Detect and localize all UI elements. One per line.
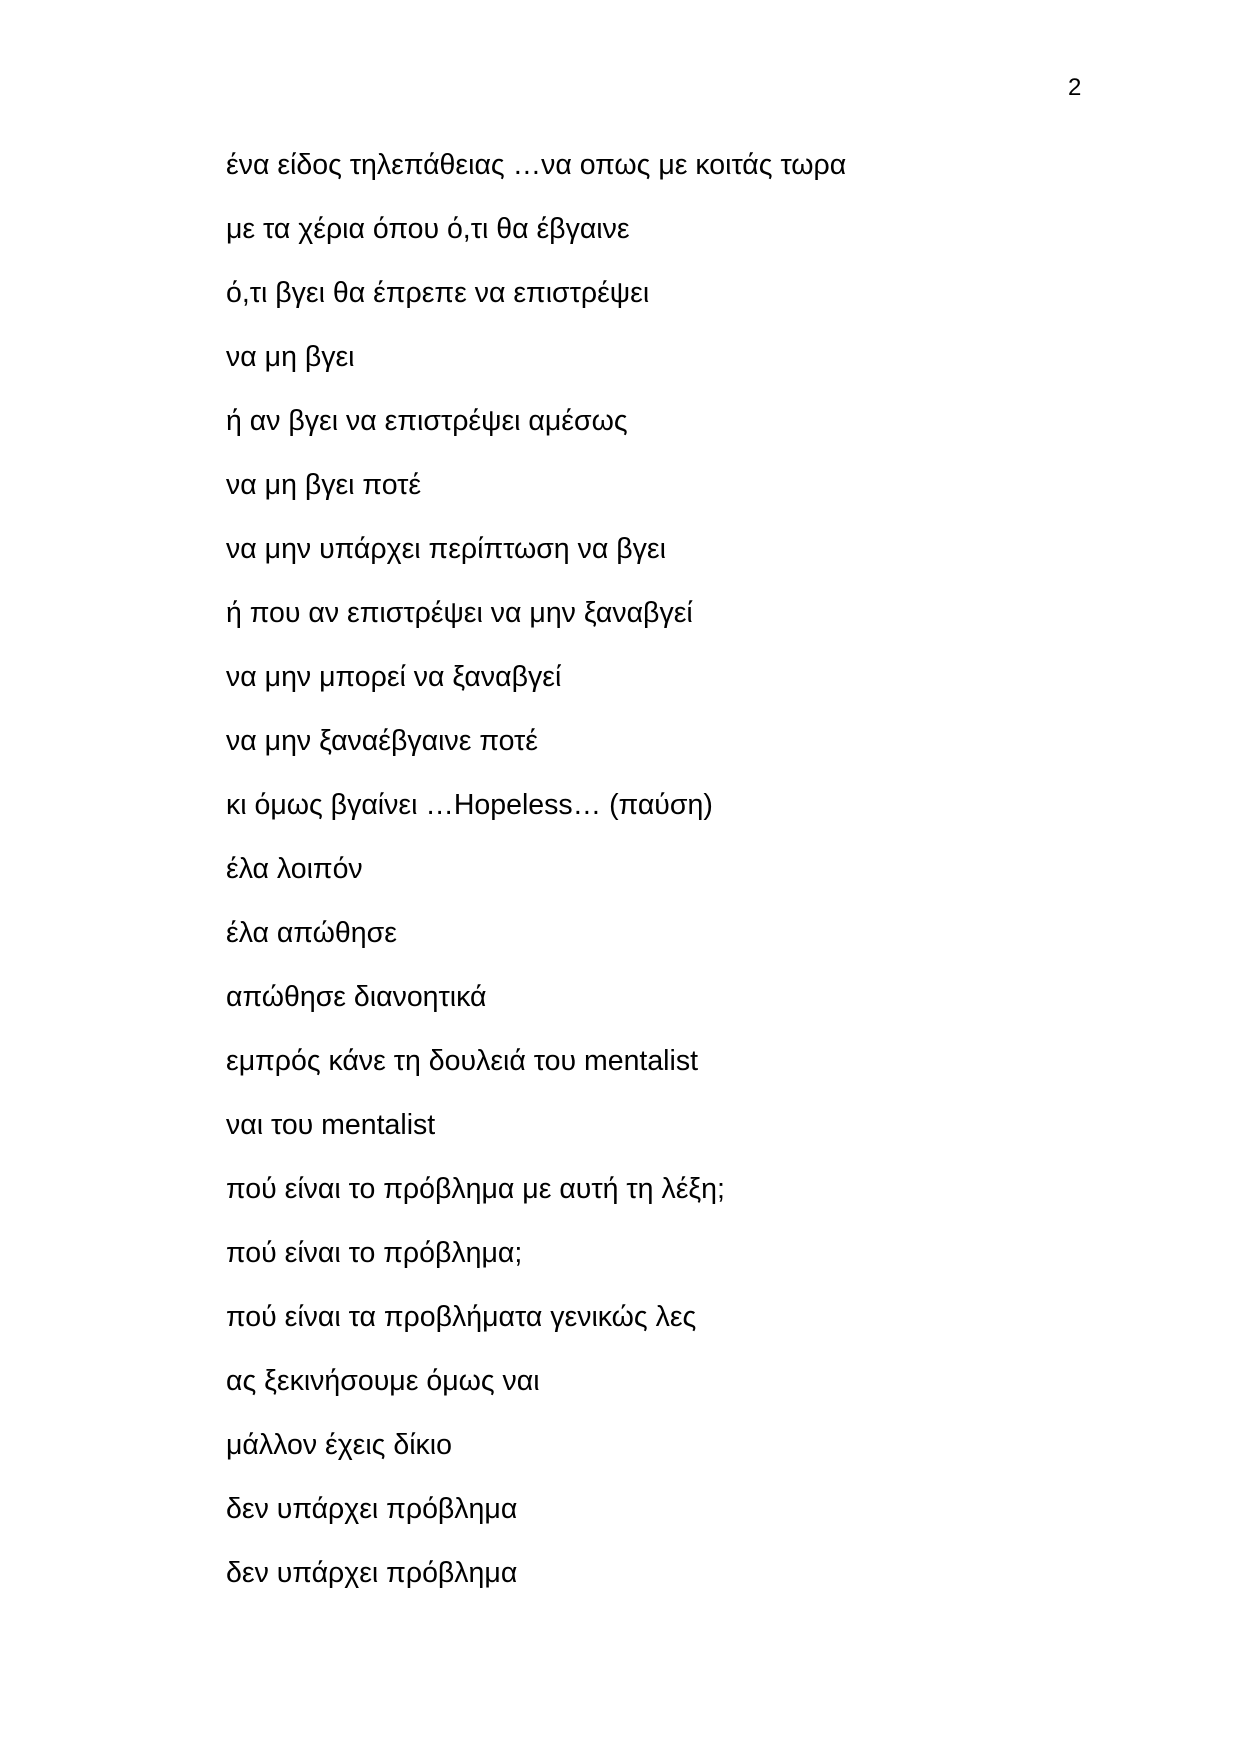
text-line: να μην μπορεί να ξαναβγεί [226,661,562,693]
text-line: ένα είδος τηλεπάθειας …να οπως με κοιτάς τωρα [226,149,847,181]
text-line: ή που αν επιστρέψει να μην ξαναβγεί [226,597,693,629]
text-line: έλα απώθησε [226,917,397,949]
text-line: έλα λοιπόν [226,853,363,885]
text-line: να μη βγει [226,341,355,373]
text-line: απώθησε διανοητικά [226,981,487,1013]
text-line: δεν υπάρχει πρόβλημα [226,1493,518,1525]
text-line: μάλλον έχεις δίκιο [226,1429,452,1461]
text-body [226,148,1126,1620]
page-number: 2 [1068,74,1082,101]
text-line: ή αν βγει να επιστρέψει αμέσως [226,405,628,437]
text-line: πού είναι το πρόβλημα; [226,1237,523,1269]
text-line: ναι του mentalist [226,1109,436,1141]
text-line: να μην υπάρχει περίπτωση να βγει [226,533,666,565]
text-line: να μην ξαναέβγαινε ποτέ [226,725,538,757]
text-line: πού είναι το πρόβλημα με αυτή τη λέξη; [226,1173,725,1205]
text-line: εμπρός κάνε τη δουλειά του mentalist [226,1045,699,1077]
text-line: δεν υπάρχει πρόβλημα [226,1557,518,1589]
text-line: ό,τι βγει θα έπρεπε να επιστρέψει [226,277,650,309]
text-line: ας ξεκινήσουμε όμως ναι [226,1365,540,1397]
text-line: πού είναι τα προβλήματα γενικώς λες [226,1301,697,1333]
text-line: να μη βγει ποτέ [226,469,422,501]
text-line: κι όμως βγαίνει …Hopeless… (παύση) [226,789,713,821]
text-line: με τα χέρια όπου ό,τι θα έβγαινε [226,213,630,245]
